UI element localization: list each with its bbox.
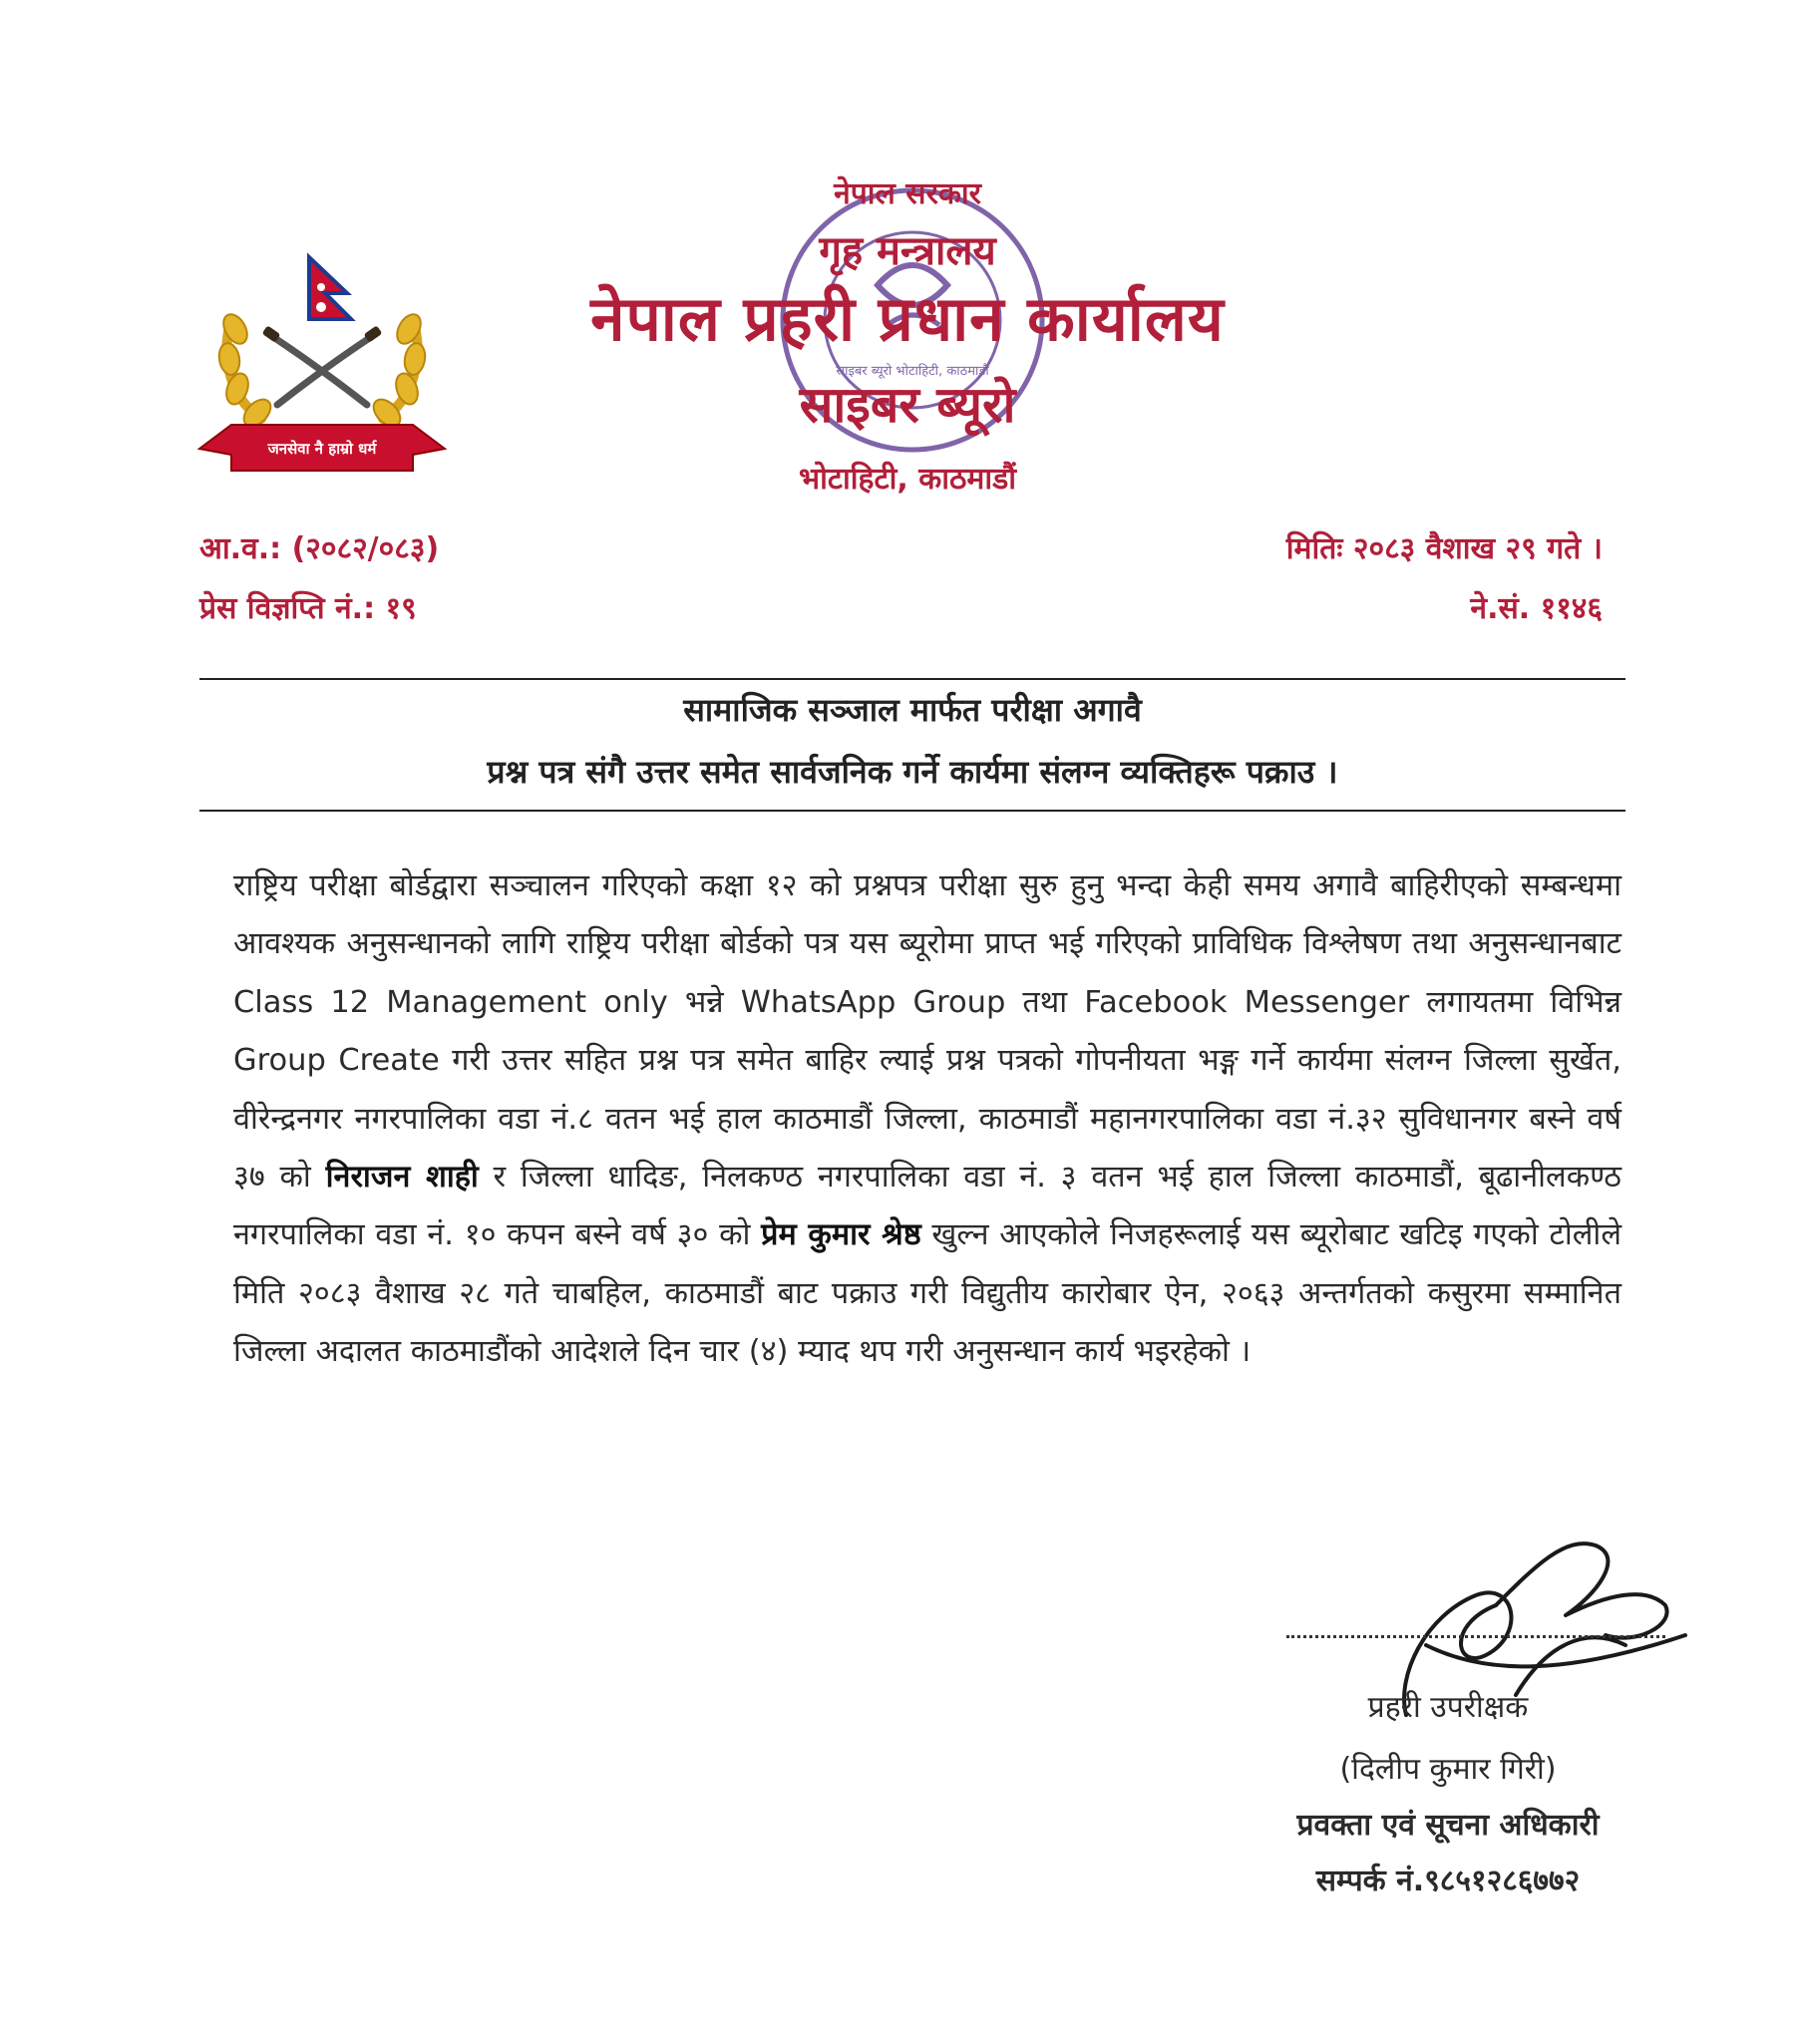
release-date: मितिः २०८३ वैशाख २९ गते । [1285,531,1603,566]
fiscal-year: आ.व.: (२०८२/०८३) [199,531,440,566]
ministry-title: गृह मन्त्रालय [819,228,996,274]
government-title: नेपाल सरकार [834,176,981,211]
bureau-title: साइबर ब्यूरो [799,376,1016,434]
divider-bottom [199,810,1625,812]
headline-line-1: सामाजिक सञ्जाल मार्फत परीक्षा अगावै [683,691,1142,729]
headquarters-title: नेपाल प्रहरी प्रधान कार्यालय [590,282,1225,355]
divider-top [199,678,1625,680]
signatory-title: प्रहरी उपरीक्षक [1367,1690,1529,1725]
press-release-number: प्रेस विज्ञप्ति नं.: १९ [199,591,417,626]
nepal-police-emblem-icon [191,249,453,485]
signatory-contact: सम्पर्क नं.९८५१२८६७७२ [1315,1864,1581,1898]
signatory-role: प्रवक्ता एवं सूचना अधिकारी [1296,1808,1600,1843]
emblem-banner-text: जनसेवा नै हाम्रो धर्म [267,440,377,458]
body-text-part-2: र जिल्ला धादिङ, निलकण्ठ नगरपालिका वडा नं. ३ वतन भई हाल जिल्ला काठमाडौं, बूढानीलकण्ठ नगरपालिका वडा नं. १० कपन बस्ने वर्ष ३० को [233,1160,1621,1253]
nepal-sambat-year: ने.सं. ११४६ [1470,591,1603,626]
signatory-name: (दिलीप कुमार गिरी) [1339,1752,1557,1787]
office-location: भोटाहिटी, काठमाडौं [799,462,1016,497]
signature-dotted-line [1286,1635,1665,1638]
stamp-text: साइबर ब्यूरो भोटाहिटी, काठमाडौं [836,364,989,379]
body-text-part-3: खुल्न आएकोले निजहरूलाई यस ब्यूरोबाट खटिइ गएको टोलीले मिति २०८३ वैशाख २८ गते चाबहिल, काठमाडौं बाट पक्राउ गरी विद्युतीय कारोबार ऐन, २०६३ अन्तर्गतको कसुरमा सम्मानित जिल्ला अदालत काठमाडौंको आदेशले दिन चार (४) म्याद थप गरी अनुसन्धान कार्य भइरहेको । [233,1217,1621,1370]
body-text-part-1: राष्ट्रिय परीक्षा बोर्डद्वारा सञ्चालन गरिएको कक्षा १२ को प्रश्नपत्र परीक्षा सुरु हुनु भन्दा केही समय अगावै बाहिरीएको सम्बन्धमा आवश्यक अनुसन्धानको लागि राष्ट्रिय परीक्षा बोर्डको पत्र यस ब्यूरोमा प्राप्त भई गरिएको प्राविधिक विश्लेषण तथा अनुसन्धानबाट Class 12 Management only भन्ने WhatsApp Group तथा Facebook Messenger लगायतमा विभिन्न Group Create गरी उत्तर सहित प्रश्न पत्र समेत बाहिर ल्याई प्रश्न पत्रको गोपनीयता भङ्ग गर्ने कार्यमा संलग्न जिल्ला सुर्खेत, वीरेन्द्रनगर नगरपालिका वडा नं.८ वतन भई हाल काठमाडौं जिल्ला, काठमाडौं महानगरपालिका वडा नं.३२ सुविधानगर बस्ने वर्ष ३७ को [233,868,1621,1195]
press-release-body [233,857,1621,1382]
arrested-person-2: प्रेम कुमार श्रेष्ठ [761,1217,921,1253]
arrested-person-1: निराजन शाही [325,1160,479,1195]
headline-line-2: प्रश्न पत्र संगै उत्तर समेत सार्वजनिक गर्ने कार्यमा संलग्न व्यक्तिहरू पक्राउ । [487,753,1338,791]
